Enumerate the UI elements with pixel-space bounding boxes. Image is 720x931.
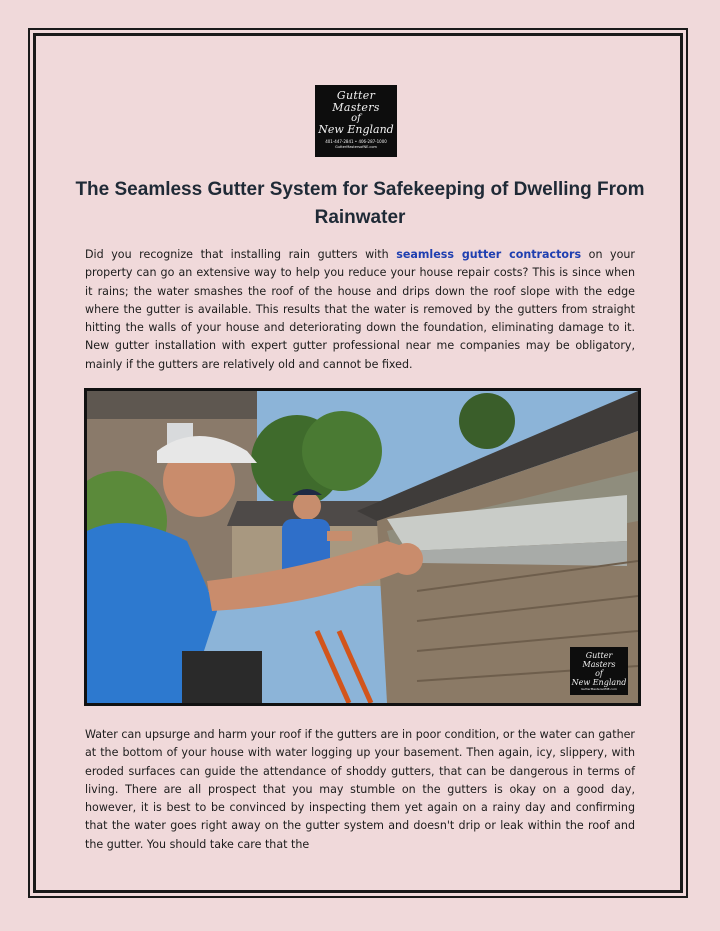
logo-line-1: Gutter Masters: [332, 89, 380, 114]
paragraph-1-before: Did you recognize that installing rain gutters with: [85, 248, 397, 261]
logo-line-2: of: [351, 113, 361, 124]
watermark-line-2: of: [595, 669, 603, 678]
seamless-gutter-contractors-link[interactable]: seamless gutter contractors: [396, 248, 582, 261]
paragraph-1-after: on your property can go an extensive way to help you reduce your house repair costs? This is since when it rains; the water smashes the roof of the house and drips down the roof slope with the edge where the gutter is available. This results that the water is removed by the gutters from straight hitting the walls of your house and deteriorating down the foundation, eliminating damage to it. New gutter installation with expert gutter professional near me companies may be obligatory, mainly if the gutters are relatively old and cannot be fixed.: [85, 248, 635, 371]
logo-url: GutterMastersofNE.com: [335, 145, 377, 149]
logo-phone: 401-447-2841 • 406-287-1000: [325, 139, 387, 144]
watermark-logo: [570, 647, 628, 695]
watermark-line-1: Gutter Masters: [582, 651, 616, 669]
paragraph-1: [85, 246, 635, 374]
watermark-url: GutterMastersofNE.com: [581, 687, 617, 691]
article-photo: [84, 388, 641, 706]
paragraph-2: Water can upsurge and harm your roof if the gutters are in poor condition, or the water can gather at the bottom of your house with water logging up your basement. Then again, icy, slippery, with eroded surfaces can guide the attendance of shoddy gutters, that can be dangerous in terms of living. There are all prospect that you may stumble on the gutters is okay on a good day, however, it is best to be convinced by inspecting them yet again on a rainy day and confirming that the water goes right away on the gutter system and doesn't drip or leak within the roof and the gutter. You should take care that the: [85, 728, 635, 851]
article-title: The Seamless Gutter System for Safekeeping of Dwelling From Rainwater: [75, 179, 645, 228]
watermark-line-3: New England: [571, 678, 627, 687]
logo-line-3: New England: [318, 123, 394, 136]
gutter-installation-illustration: [87, 391, 638, 703]
company-logo: [315, 85, 397, 157]
